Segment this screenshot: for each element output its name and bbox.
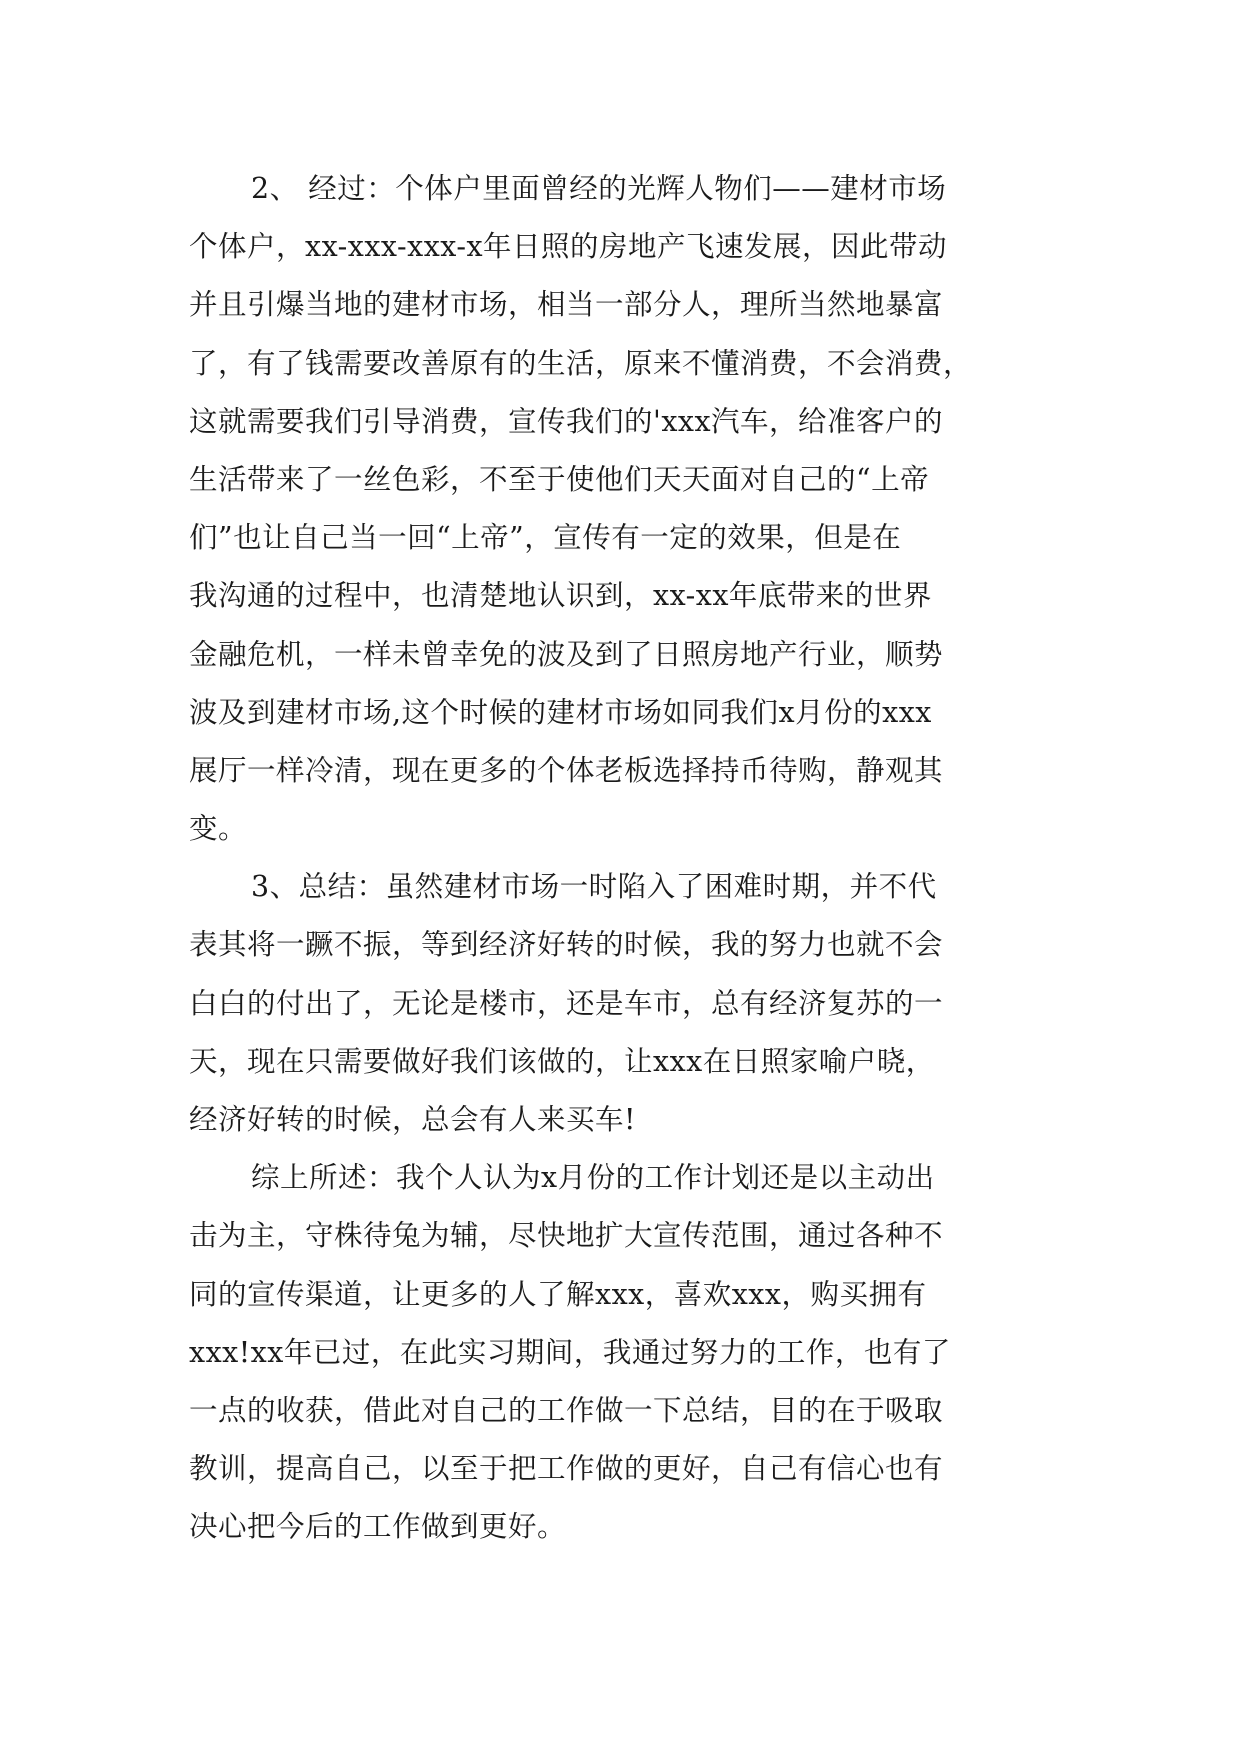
text-line: 表其将一蹶不振，等到经济好转的时候，我的努力也就不会 [189, 928, 944, 962]
text-line: 白白的付出了，无论是楼市，还是车市，总有经济复苏的一 [189, 986, 944, 1020]
text-line: 个体户，xx-xxx-xxx-x年日照的房地产飞速发展，因此带动 [189, 230, 948, 264]
text-line: 展厅一样冷清，现在更多的个体老板选择持币待购，静观其 [189, 753, 944, 787]
text-line: 击为主，守株待兔为辅，尽快地扩大宣传范围，通过各种不 [189, 1219, 944, 1253]
text-line: 并且引爆当地的建材市场，相当一部分人，理所当然地暴富 [189, 288, 944, 322]
text-line: 综上所述：我个人认为x月份的工作计划还是以主动出 [251, 1161, 935, 1195]
text-line: 波及到建材市场,这个时候的建材市场如同我们x月份的xxx [189, 695, 932, 729]
text-line: 生活带来了一丝色彩，不至于使他们天天面对自己的“上帝 [189, 462, 930, 496]
text-line: 3、总结：虽然建材市场一时陷入了困难时期，并不代 [251, 870, 937, 904]
text-line: 了，有了钱需要改善原有的生活，原来不懂消费，不会消费， [189, 346, 973, 380]
text-line: 们”也让自己当一回“上帝”，宣传有一定的效果，但是在 [189, 521, 902, 555]
paragraph-conclusion [189, 1149, 1059, 1556]
text-line: 同的宣传渠道，让更多的人了解xxx，喜欢xxx，购买拥有 [189, 1277, 927, 1311]
text-line: 金融危机，一样未曾幸免的波及到了日照房地产行业，顺势 [189, 637, 944, 671]
text-line: xxx!xx年已过，在此实习期间，我通过努力的工作，也有了 [189, 1335, 951, 1369]
text-line: 教训，提高自己，以至于把工作做的更好，自己有信心也有 [189, 1452, 944, 1486]
text-line: 这就需要我们引导消费，宣传我们的'xxx汽车，给准客户的 [189, 404, 944, 438]
text-line: 变。 [189, 812, 248, 846]
paragraph-process [189, 160, 1059, 858]
text-line: 经济好转的时候，总会有人来买车! [189, 1103, 636, 1136]
document-body [189, 160, 1059, 1557]
text-line: 我沟通的过程中，也清楚地认识到，xx-xx年底带来的世界 [189, 579, 932, 613]
paragraph-summary [189, 858, 1059, 1149]
text-line: 决心把今后的工作做到更好。 [189, 1510, 567, 1544]
text-line: 2、 经过：个体户里面曾经的光辉人物们——建材市场 [251, 172, 947, 205]
text-line: 天，现在只需要做好我们该做的，让xxx在日照家喻户晓， [189, 1044, 935, 1078]
text-line: 一点的收获，借此对自己的工作做一下总结，目的在于吸取 [189, 1393, 944, 1427]
